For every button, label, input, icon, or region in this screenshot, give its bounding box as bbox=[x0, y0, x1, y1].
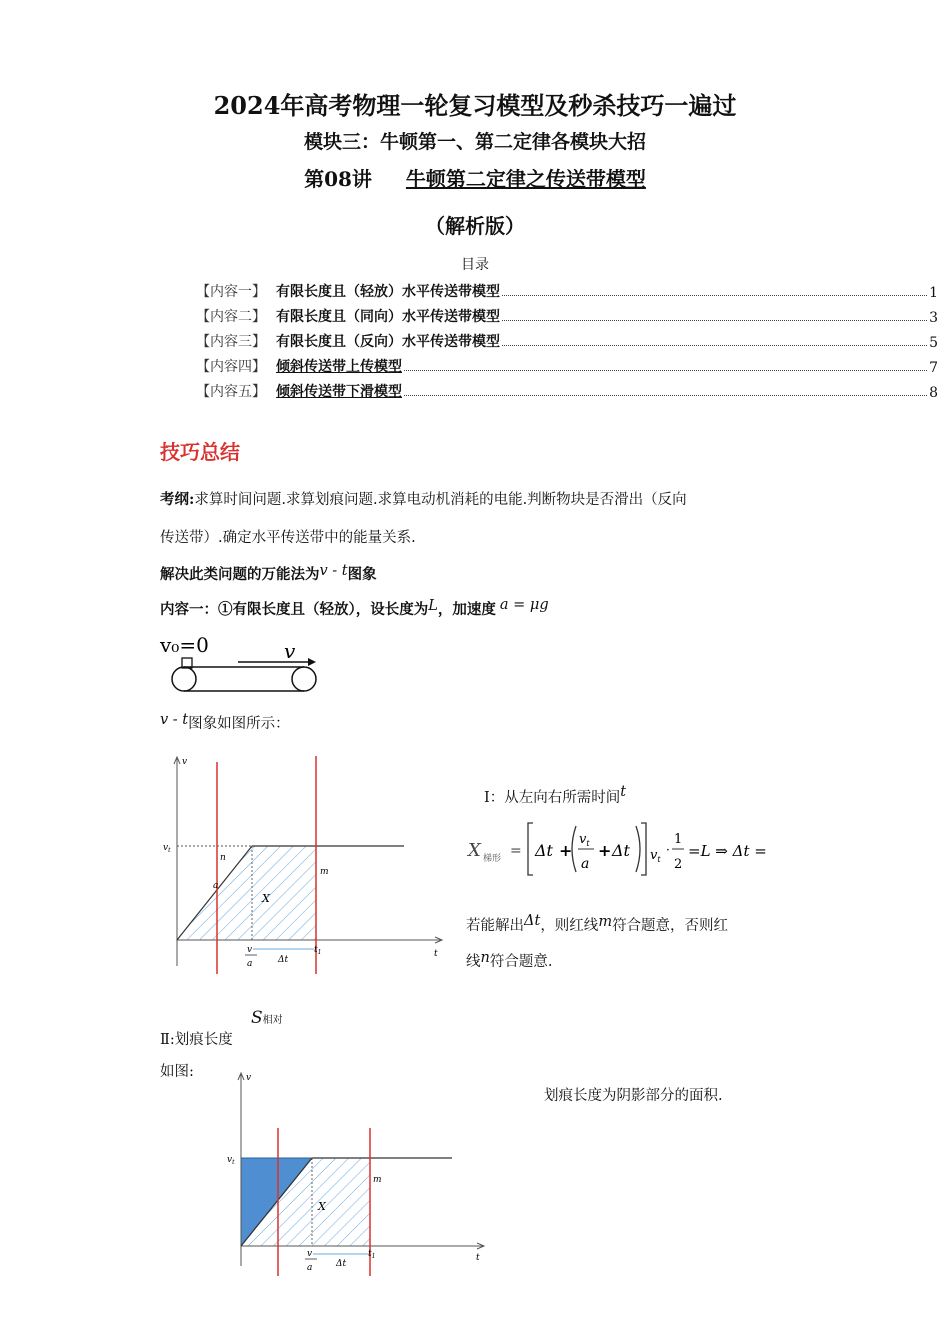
left-pulley bbox=[172, 667, 196, 691]
vt-tick-label: $v_t$ bbox=[227, 1155, 235, 1166]
eq-dt-2: Δt bbox=[612, 841, 630, 860]
method-pre: 解决此类问题的万能法为 bbox=[160, 566, 320, 583]
tick-a-label: a bbox=[307, 1263, 313, 1273]
content1-line bbox=[160, 598, 549, 619]
toc-item-label: 【内容四】 bbox=[196, 359, 266, 375]
label-X: X bbox=[318, 1200, 326, 1213]
eq-X: X bbox=[468, 840, 481, 861]
toc-item-page: 8 bbox=[929, 385, 938, 401]
part2-as-shown: 如图: bbox=[160, 1064, 194, 1080]
content1-formula: a = μg bbox=[499, 597, 549, 613]
toc-item[interactable] bbox=[196, 326, 938, 351]
toc-leader bbox=[404, 370, 927, 371]
toc-item-page: 1 bbox=[929, 285, 938, 301]
content1-L: L bbox=[428, 598, 438, 614]
note1-dt: Δt bbox=[524, 913, 541, 929]
s-relative-symbol bbox=[251, 1008, 283, 1028]
toc-leader bbox=[502, 295, 927, 296]
toc-item[interactable] bbox=[196, 351, 938, 376]
bracket-left bbox=[528, 823, 533, 875]
part1-note-line2 bbox=[466, 950, 552, 971]
lecture-name: 牛顿第二定律之传送带模型 bbox=[405, 167, 646, 191]
eq-equals: = bbox=[510, 843, 522, 859]
toc-item-page: 7 bbox=[929, 360, 938, 376]
vt-caption-sym: v - t bbox=[160, 712, 189, 728]
toc-item-label: 【内容五】 bbox=[196, 384, 266, 400]
label-n: n bbox=[220, 853, 226, 863]
toc-item-page: 3 bbox=[929, 310, 938, 326]
toc-leader bbox=[502, 345, 927, 346]
toc-item-title[interactable]: 有限长度且（轻放）水平传送带模型 bbox=[276, 284, 500, 300]
document-title: 2024年高考物理一轮复习模型及秒杀技巧一遍过 bbox=[213, 91, 737, 120]
content1-mid: ，加速度 bbox=[437, 601, 496, 618]
part1-equation bbox=[464, 818, 794, 880]
vt-tick-label: $v_t$ bbox=[163, 843, 171, 854]
eq-two: 2 bbox=[674, 857, 683, 872]
note1-m: m bbox=[598, 914, 613, 930]
toc-item-title[interactable]: 倾斜传送带上传模型 bbox=[276, 359, 402, 375]
note2-n: n bbox=[480, 950, 490, 966]
vt-graph-2 bbox=[222, 1068, 488, 1278]
module-title: 模块三：牛顿第一、第二定律各模块大招 bbox=[303, 131, 646, 153]
part2-note: 划痕长度为阴影部分的面积. bbox=[544, 1088, 723, 1104]
label-X: X bbox=[262, 892, 270, 905]
label-m: m bbox=[320, 867, 329, 877]
part1-heading-text: Ⅰ：从左向右所需时间 bbox=[484, 790, 621, 806]
lecture-number: 第08讲 bbox=[304, 167, 372, 191]
part1-t: t bbox=[620, 784, 627, 800]
eq-dt-1: Δt bbox=[535, 841, 553, 860]
toc-item-title[interactable]: 倾斜传送带下滑模型 bbox=[276, 384, 402, 400]
lecture-title bbox=[0, 163, 950, 192]
outline-label: 考纲: bbox=[160, 491, 195, 508]
toc-item-label: 【内容二】 bbox=[196, 309, 266, 325]
tick-a-label: a bbox=[247, 959, 253, 969]
eq-frac-a: a bbox=[581, 856, 590, 872]
arrow-head-icon bbox=[308, 658, 316, 666]
eq-one: 1 bbox=[674, 832, 683, 847]
eq-X-sub: 梯形 bbox=[483, 854, 502, 864]
tick-t1-label: $t_1$ bbox=[368, 1249, 376, 1260]
toc-heading: 目录 bbox=[461, 257, 489, 273]
conveyor-belt-diagram bbox=[158, 630, 324, 700]
tick-v-label: v bbox=[247, 945, 253, 955]
dt-label: Δt bbox=[336, 1259, 347, 1269]
outline-line-1 bbox=[160, 488, 687, 509]
eq-plus-2: + bbox=[598, 841, 612, 860]
part1-note-line1 bbox=[466, 914, 728, 935]
section-heading: 技巧总结 bbox=[160, 440, 240, 464]
eq-plus-1: + bbox=[559, 841, 573, 860]
toc-item-label: 【内容一】 bbox=[196, 284, 266, 300]
note2-pre: 线 bbox=[466, 954, 481, 970]
toc-leader bbox=[502, 320, 927, 321]
method-post: 图象 bbox=[347, 566, 377, 583]
vt-caption bbox=[160, 712, 290, 733]
outline-line-2: 传送带）.确定水平传送带中的能量关系. bbox=[160, 530, 416, 546]
toc-item-label: 【内容三】 bbox=[196, 334, 266, 350]
tick-v-label: v bbox=[307, 1249, 313, 1259]
toc-item[interactable] bbox=[196, 376, 938, 401]
toc-item-title[interactable]: 有限长度且（同向）水平传送带模型 bbox=[276, 309, 500, 325]
label-a: a bbox=[213, 881, 219, 891]
note1-post: 符合题意，否则红 bbox=[612, 918, 729, 934]
paren-left bbox=[572, 826, 576, 872]
toc-item[interactable] bbox=[196, 301, 938, 326]
content1-pre: 内容一：①有限长度且（轻放），设长度为 bbox=[160, 601, 429, 618]
eq-vt: $v_t$ bbox=[650, 848, 661, 864]
v-label: v bbox=[284, 639, 296, 663]
table-of-contents bbox=[196, 276, 938, 401]
method-vt: v - t bbox=[319, 563, 348, 579]
eq-frac-vt: $v_t$ bbox=[579, 832, 590, 848]
edition-label: （解析版） bbox=[425, 214, 525, 238]
method-line bbox=[160, 563, 377, 584]
tick-t1-label: $t_1$ bbox=[314, 945, 322, 956]
dt-label: Δt bbox=[278, 955, 289, 965]
right-pulley bbox=[292, 667, 316, 691]
bracket-right bbox=[641, 823, 646, 875]
note1-pre: 若能解出 bbox=[466, 918, 524, 934]
axis-v-label: v bbox=[182, 757, 188, 767]
outline-text: 求算时间问题.求算划痕问题.求算电动机消耗的电能.判断物块是否滑出（反向 bbox=[194, 492, 687, 508]
label-m: m bbox=[373, 1175, 382, 1185]
s-symbol: S bbox=[251, 1008, 263, 1028]
toc-item-page: 5 bbox=[929, 335, 938, 351]
note1-mid: ，则红线 bbox=[540, 918, 599, 934]
toc-leader bbox=[404, 395, 927, 396]
part1-heading bbox=[484, 786, 626, 807]
vt-graph-1 bbox=[158, 752, 448, 977]
note2-post: 符合题意. bbox=[489, 954, 553, 970]
toc-item[interactable] bbox=[196, 276, 938, 301]
v0-label: v₀=0 bbox=[160, 633, 209, 657]
paren-right bbox=[636, 826, 640, 872]
toc-item-title[interactable]: 有限长度且（反向）水平传送带模型 bbox=[276, 334, 500, 350]
part2-heading: Ⅱ:划痕长度 bbox=[160, 1032, 233, 1048]
eq-dot: · bbox=[666, 843, 670, 857]
s-sub: 相对 bbox=[262, 1015, 283, 1026]
axis-v-label: v bbox=[246, 1073, 252, 1083]
axis-t-label: t bbox=[434, 949, 438, 959]
axis-t-label: t bbox=[476, 1253, 480, 1263]
eq-tail: =L ⇒ Δt = bbox=[688, 842, 767, 860]
vt-caption-text: 图象如图所示： bbox=[188, 716, 290, 732]
